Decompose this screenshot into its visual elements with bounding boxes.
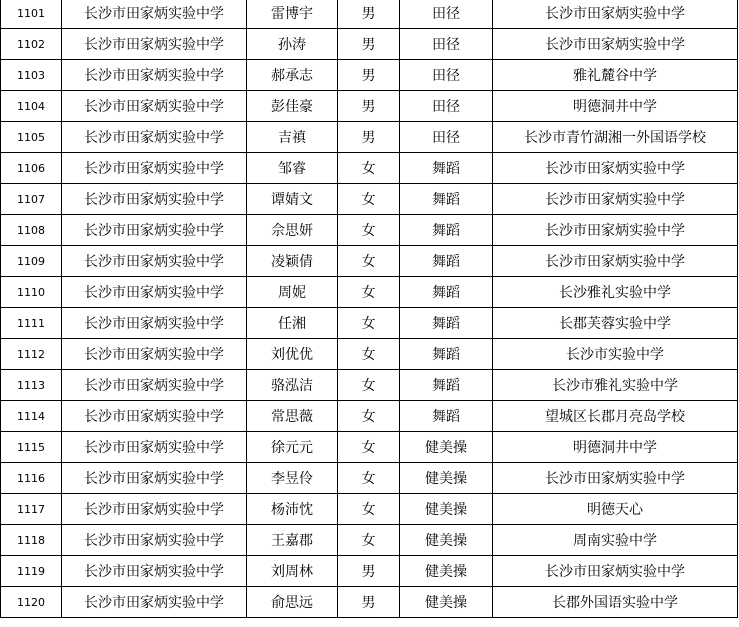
origin-school-cell: 明德洞井中学 (493, 91, 738, 122)
school-cell: 长沙市田家炳实验中学 (62, 401, 247, 432)
table-row (1, 60, 738, 91)
student-id-cell: 1114 (1, 401, 62, 432)
roster-body (1, 0, 738, 618)
event-cell: 健美操 (400, 432, 493, 463)
school-cell: 长沙市田家炳实验中学 (62, 308, 247, 339)
origin-school-cell: 长沙市田家炳实验中学 (493, 0, 738, 29)
gender-cell: 女 (338, 401, 400, 432)
origin-school-cell: 长沙市田家炳实验中学 (493, 29, 738, 60)
student-id-cell: 1110 (1, 277, 62, 308)
table-row (1, 122, 738, 153)
school-cell: 长沙市田家炳实验中学 (62, 432, 247, 463)
gender-cell: 男 (338, 556, 400, 587)
student-id-cell: 1120 (1, 587, 62, 618)
table-row (1, 246, 738, 277)
origin-school-cell: 明德天心 (493, 494, 738, 525)
student-id-cell: 1104 (1, 91, 62, 122)
event-cell: 舞蹈 (400, 246, 493, 277)
origin-school-cell: 长沙市田家炳实验中学 (493, 215, 738, 246)
gender-cell: 男 (338, 29, 400, 60)
event-cell: 田径 (400, 29, 493, 60)
student-name-cell: 李昱伶 (247, 463, 338, 494)
table-row (1, 91, 738, 122)
table-row (1, 432, 738, 463)
student-id-cell: 1111 (1, 308, 62, 339)
student-name-cell: 谭婧文 (247, 184, 338, 215)
school-cell: 长沙市田家炳实验中学 (62, 339, 247, 370)
school-cell: 长沙市田家炳实验中学 (62, 60, 247, 91)
student-name-cell: 彭佳豪 (247, 91, 338, 122)
table-row (1, 401, 738, 432)
school-cell: 长沙市田家炳实验中学 (62, 370, 247, 401)
school-cell: 长沙市田家炳实验中学 (62, 122, 247, 153)
origin-school-cell: 明德洞井中学 (493, 432, 738, 463)
event-cell: 田径 (400, 0, 493, 29)
school-cell: 长沙市田家炳实验中学 (62, 184, 247, 215)
gender-cell: 女 (338, 494, 400, 525)
table-row (1, 184, 738, 215)
event-cell: 健美操 (400, 463, 493, 494)
student-id-cell: 1108 (1, 215, 62, 246)
student-name-cell: 孙涛 (247, 29, 338, 60)
table-row (1, 370, 738, 401)
gender-cell: 女 (338, 463, 400, 494)
student-id-cell: 1107 (1, 184, 62, 215)
event-cell: 舞蹈 (400, 370, 493, 401)
table-row (1, 308, 738, 339)
school-cell: 长沙市田家炳实验中学 (62, 277, 247, 308)
student-name-cell: 骆泓洁 (247, 370, 338, 401)
table-row (1, 587, 738, 618)
table-row (1, 556, 738, 587)
origin-school-cell: 周南实验中学 (493, 525, 738, 556)
student-name-cell: 邹睿 (247, 153, 338, 184)
origin-school-cell: 雅礼麓谷中学 (493, 60, 738, 91)
origin-school-cell: 长沙市田家炳实验中学 (493, 556, 738, 587)
event-cell: 健美操 (400, 494, 493, 525)
student-name-cell: 王嘉郡 (247, 525, 338, 556)
gender-cell: 女 (338, 432, 400, 463)
student-id-cell: 1116 (1, 463, 62, 494)
student-name-cell: 刘周林 (247, 556, 338, 587)
school-cell: 长沙市田家炳实验中学 (62, 153, 247, 184)
origin-school-cell: 长沙市实验中学 (493, 339, 738, 370)
event-cell: 舞蹈 (400, 401, 493, 432)
student-name-cell: 吉禛 (247, 122, 338, 153)
origin-school-cell: 长郡外国语实验中学 (493, 587, 738, 618)
gender-cell: 男 (338, 0, 400, 29)
table-row (1, 215, 738, 246)
student-name-cell: 刘优优 (247, 339, 338, 370)
student-name-cell: 周妮 (247, 277, 338, 308)
student-name-cell: 雷博宇 (247, 0, 338, 29)
school-cell: 长沙市田家炳实验中学 (62, 587, 247, 618)
student-name-cell: 任湘 (247, 308, 338, 339)
event-cell: 田径 (400, 60, 493, 91)
origin-school-cell: 长沙市雅礼实验中学 (493, 370, 738, 401)
origin-school-cell: 望城区长郡月亮岛学校 (493, 401, 738, 432)
student-id-cell: 1106 (1, 153, 62, 184)
gender-cell: 女 (338, 153, 400, 184)
student-name-cell: 徐元元 (247, 432, 338, 463)
student-id-cell: 1101 (1, 0, 62, 29)
origin-school-cell: 长沙市田家炳实验中学 (493, 153, 738, 184)
student-name-cell: 佘思妍 (247, 215, 338, 246)
table-row (1, 29, 738, 60)
school-cell: 长沙市田家炳实验中学 (62, 0, 247, 29)
table-row (1, 0, 738, 29)
gender-cell: 男 (338, 587, 400, 618)
student-name-cell: 杨沛忱 (247, 494, 338, 525)
event-cell: 田径 (400, 122, 493, 153)
event-cell: 舞蹈 (400, 153, 493, 184)
event-cell: 舞蹈 (400, 339, 493, 370)
table-row (1, 463, 738, 494)
gender-cell: 女 (338, 370, 400, 401)
school-cell: 长沙市田家炳实验中学 (62, 246, 247, 277)
origin-school-cell: 长沙市田家炳实验中学 (493, 246, 738, 277)
table-row (1, 494, 738, 525)
student-id-cell: 1115 (1, 432, 62, 463)
origin-school-cell: 长沙市青竹湖湘一外国语学校 (493, 122, 738, 153)
gender-cell: 女 (338, 277, 400, 308)
event-cell: 健美操 (400, 525, 493, 556)
school-cell: 长沙市田家炳实验中学 (62, 215, 247, 246)
table-row (1, 339, 738, 370)
event-cell: 健美操 (400, 587, 493, 618)
student-id-cell: 1113 (1, 370, 62, 401)
event-cell: 田径 (400, 91, 493, 122)
gender-cell: 男 (338, 91, 400, 122)
table-row (1, 525, 738, 556)
school-cell: 长沙市田家炳实验中学 (62, 29, 247, 60)
origin-school-cell: 长郡芙蓉实验中学 (493, 308, 738, 339)
school-cell: 长沙市田家炳实验中学 (62, 91, 247, 122)
origin-school-cell: 长沙市田家炳实验中学 (493, 184, 738, 215)
gender-cell: 女 (338, 184, 400, 215)
gender-cell: 女 (338, 246, 400, 277)
gender-cell: 女 (338, 339, 400, 370)
table-row (1, 153, 738, 184)
student-id-cell: 1112 (1, 339, 62, 370)
student-id-cell: 1103 (1, 60, 62, 91)
school-cell: 长沙市田家炳实验中学 (62, 556, 247, 587)
school-cell: 长沙市田家炳实验中学 (62, 463, 247, 494)
student-name-cell: 常思薇 (247, 401, 338, 432)
student-id-cell: 1102 (1, 29, 62, 60)
event-cell: 舞蹈 (400, 184, 493, 215)
event-cell: 舞蹈 (400, 308, 493, 339)
student-name-cell: 俞思远 (247, 587, 338, 618)
table-row (1, 277, 738, 308)
student-name-cell: 凌颖倩 (247, 246, 338, 277)
event-cell: 健美操 (400, 556, 493, 587)
student-id-cell: 1117 (1, 494, 62, 525)
gender-cell: 女 (338, 308, 400, 339)
school-cell: 长沙市田家炳实验中学 (62, 525, 247, 556)
student-id-cell: 1109 (1, 246, 62, 277)
school-cell: 长沙市田家炳实验中学 (62, 494, 247, 525)
gender-cell: 女 (338, 525, 400, 556)
gender-cell: 女 (338, 215, 400, 246)
origin-school-cell: 长沙雅礼实验中学 (493, 277, 738, 308)
student-id-cell: 1118 (1, 525, 62, 556)
student-name-cell: 郝承志 (247, 60, 338, 91)
event-cell: 舞蹈 (400, 215, 493, 246)
gender-cell: 男 (338, 60, 400, 91)
event-cell: 舞蹈 (400, 277, 493, 308)
student-id-cell: 1119 (1, 556, 62, 587)
gender-cell: 男 (338, 122, 400, 153)
student-id-cell: 1105 (1, 122, 62, 153)
origin-school-cell: 长沙市田家炳实验中学 (493, 463, 738, 494)
